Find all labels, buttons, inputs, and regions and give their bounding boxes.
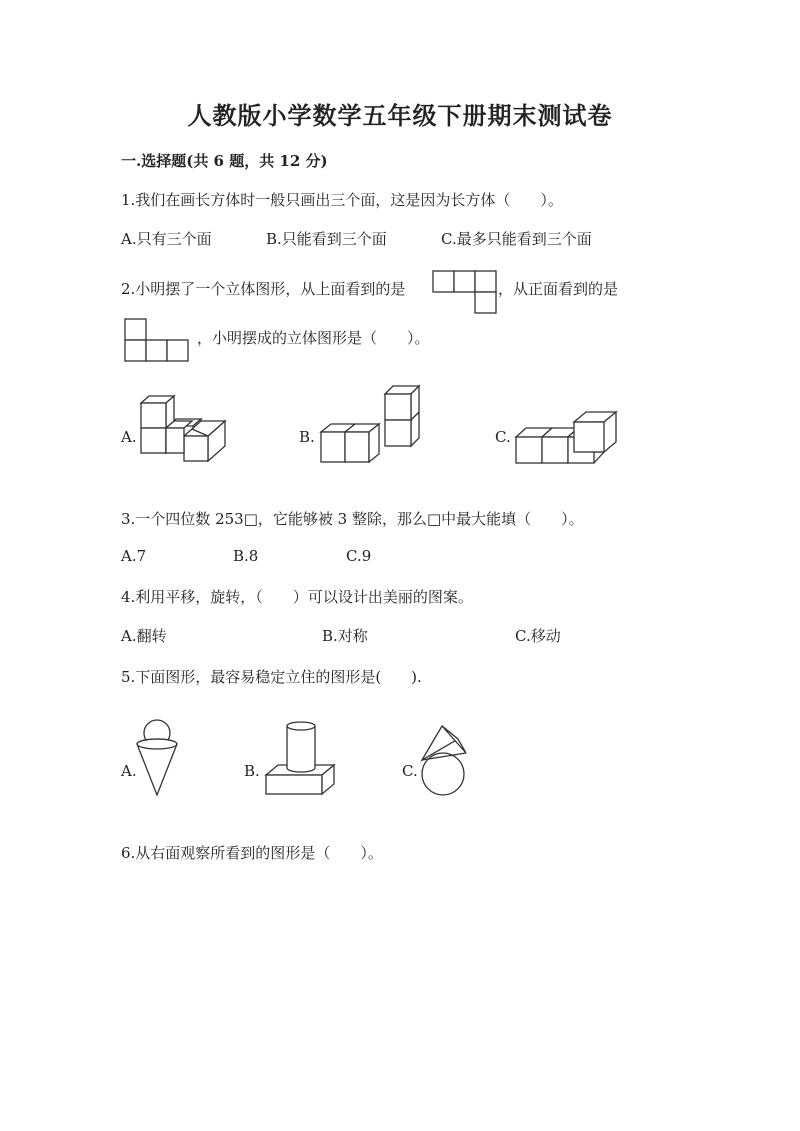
question-2-option-b: B. [299, 428, 315, 446]
question-5-option-a: A. [121, 762, 137, 780]
question-3-option-c: C.9 [346, 547, 372, 565]
question-5-option-c: C. [402, 762, 418, 780]
question-3-option-b: B.8 [233, 547, 259, 565]
section-heading: 一.选择题(共 6 题，共 12 分) [121, 152, 328, 170]
question-2-stem-part1: 2.小明摆了一个立体图形，从上面看到的是 [121, 280, 406, 298]
question-4-option-a: A.翻转 [121, 627, 167, 645]
question-1-option-b: B.只能看到三个面 [266, 230, 387, 248]
question-4-stem: 4.利用平移，旋转，（ ）可以设计出美丽的图案。 [121, 588, 473, 606]
question-2-stem-part2: ，从正面看到的是 [498, 280, 619, 298]
question-6-stem: 6.从右面观察所看到的图形是（ ）。 [121, 844, 383, 862]
option-c-cube-figure [514, 410, 620, 466]
ball-on-cone-figure [135, 717, 185, 797]
question-2-option-a: A. [121, 428, 137, 446]
top-view-figure [432, 270, 498, 314]
question-5-option-b: B. [244, 762, 260, 780]
question-5-stem: 5.下面图形，最容易稳定立住的图形是( ). [121, 668, 422, 686]
question-2-stem-part3: ，小明摆成的立体图形是（ ）。 [197, 329, 430, 347]
question-1-stem: 1.我们在画长方体时一般只画出三个面，这是因为长方体（ ）。 [121, 191, 563, 209]
question-3-option-a: A.7 [121, 547, 147, 565]
question-2-option-c: C. [495, 428, 511, 446]
page-title: 人教版小学数学五年级下册期末测试卷 [187, 101, 613, 130]
question-3-stem: 3.一个四位数 253□，它能够被 3 整除，那么□中最大能填（ ）。 [121, 510, 584, 528]
option-b-cube-figure [318, 385, 424, 465]
question-1-option-a: A.只有三个面 [121, 230, 212, 248]
option-a-cube-figure [140, 393, 230, 465]
question-1-option-c: C.最多只能看到三个面 [441, 230, 592, 248]
cone-on-ball-figure [418, 723, 474, 797]
question-4-option-c: C.移动 [515, 627, 561, 645]
front-view-figure [124, 318, 192, 362]
question-4-option-b: B.对称 [322, 627, 368, 645]
cylinder-on-block-figure [264, 718, 336, 796]
